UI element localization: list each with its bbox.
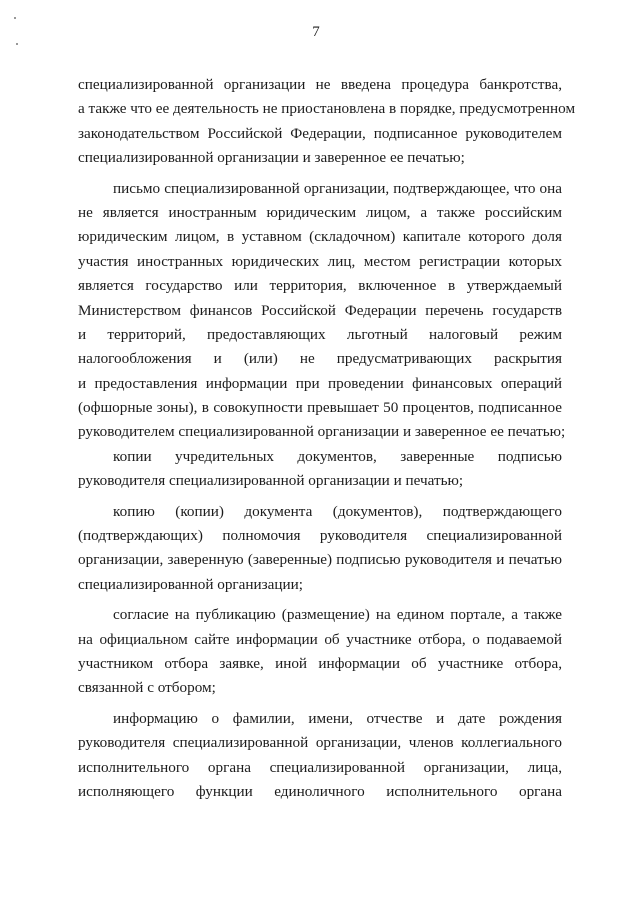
text-line: а также что ее деятельность не приостановлена в порядке, предусмотренном: [78, 100, 576, 118]
text-line: исполняющего функции единоличного исполнительного органа: [78, 782, 562, 800]
text-line: организации, заверенную (заверенные) подписью руководителя и печатью: [78, 551, 562, 569]
text-line: специализированной организации не введена процедура банкротства,: [78, 76, 562, 93]
text-line: специализированной организации;: [78, 575, 304, 593]
text-line: на официальном сайте информации об участнике отбора, о подаваемой: [78, 630, 562, 648]
text-line: является государство или территория, включенное в утверждаемый: [78, 277, 562, 295]
text-line: специализированной организации и заверенное ее печатью;: [78, 149, 465, 167]
text-line: (офшорные зоны), в совокупности превышает 50 процентов, подписанное: [78, 399, 562, 417]
paragraph-foreign-entity-letter: [78, 177, 566, 445]
text-line: информацию о фамилии, имени, отчестве и дате рождения: [113, 709, 562, 727]
text-line: не является иностранным юридическим лицом, а также российским: [78, 203, 562, 221]
text-line: связанной с отбором;: [78, 679, 216, 697]
text-line: Министерством финансов Российской Федерации перечень государств: [78, 301, 562, 319]
text-line: исполнительного органа специализированной организации, лица,: [78, 758, 562, 776]
text-line: (подтверждающих) полномочия руководителя специализированной: [78, 527, 562, 545]
text-line: участником отбора заявке, иной информации об участнике отбора,: [78, 654, 562, 672]
text-line: законодательством Российской Федерации, подписанное руководителем: [78, 124, 562, 142]
text-line: копии учредительных документов, заверенные подписью: [113, 447, 562, 465]
text-line: письмо специализированной организации, подтверждающее, что она: [113, 179, 562, 197]
paragraph-manager-information: [78, 707, 562, 805]
text-line: руководителя специализированной организации и печатью;: [78, 472, 464, 490]
scan-speck: [16, 43, 18, 45]
text-line: и территорий, предоставляющих льготный налоговый режим: [78, 325, 562, 343]
text-line: копию (копии) документа (документов), подтверждающего: [113, 502, 562, 520]
paragraph-founding-documents: [78, 445, 562, 494]
text-line: руководителем специализированной организации и заверенное ее печатью;: [78, 423, 566, 441]
text-line: участия иностранных юридических лиц, местом регистрации которых: [78, 252, 562, 270]
paragraph-bankruptcy-statement: [78, 73, 576, 171]
text-line: юридическим лицом, в уставном (складочном) капитале которого доля: [78, 228, 562, 246]
paragraph-authority-documents: [78, 500, 562, 598]
text-line: руководителя специализированной организации, членов коллегиального: [78, 734, 562, 752]
scan-speck: [14, 17, 16, 19]
paragraph-publication-consent: [78, 603, 562, 701]
text-line: согласие на публикацию (размещение) на едином портале, а также: [113, 606, 562, 624]
text-line: и предоставления информации при проведении финансовых операций: [78, 374, 562, 392]
document-body: [78, 73, 576, 804]
text-line: налогообложения и (или) не предусматривающих раскрытия: [78, 350, 562, 368]
page-number: 7: [312, 24, 320, 40]
